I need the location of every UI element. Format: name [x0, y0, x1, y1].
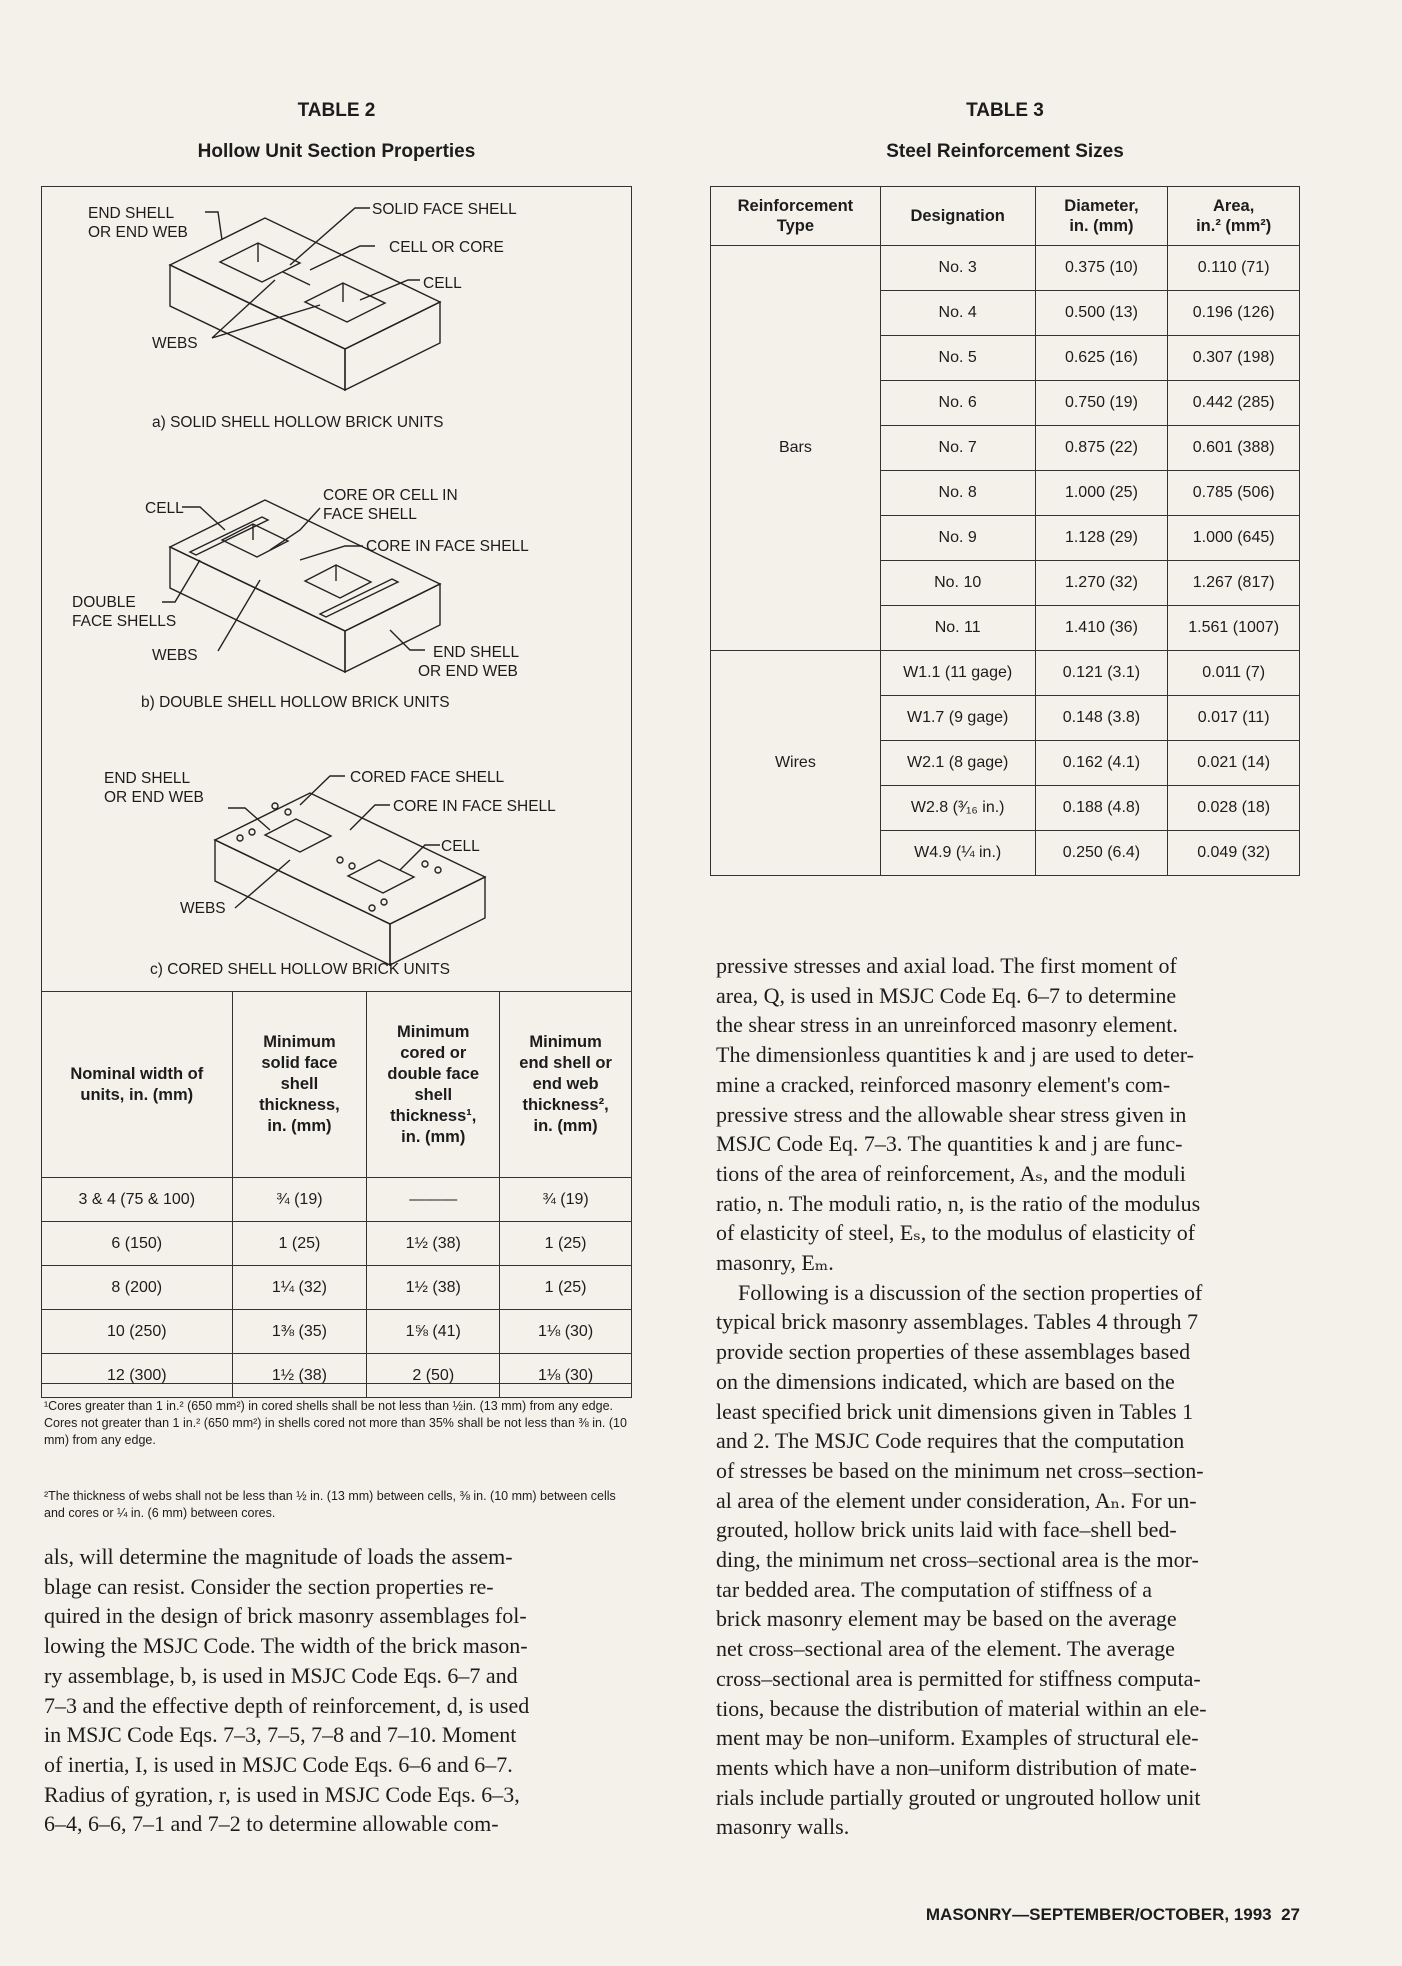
text-line: tar bedded area. The computation of stiffness of a: [716, 1576, 1152, 1602]
header-text: Type: [776, 217, 815, 235]
text-line: typical brick masonry assemblages. Tables 4 through 7: [716, 1309, 1198, 1335]
header-text: cored or: [400, 1043, 467, 1062]
text-line: pressive stress and the allowable shear stress given in: [716, 1101, 1187, 1127]
table-cell: 0.049 (32): [1168, 831, 1300, 876]
text-line: tions of the area of reinforcement, Aₛ, and the moduli: [716, 1160, 1186, 1186]
text-line: of stresses be based on the minimum net cross–section-: [716, 1457, 1204, 1483]
text-line: of elasticity of steel, Eₛ, to the modulus of elasticity of: [716, 1220, 1196, 1246]
table-row: [42, 1354, 632, 1398]
header-text: thickness,: [259, 1096, 340, 1114]
label-c-cell: CELL: [441, 838, 480, 855]
header-text: in. (mm): [533, 1117, 598, 1135]
label-c-core-in-face-shell: CORE IN FACE SHELL: [393, 798, 556, 815]
table-cell: W1.1 (11 gage): [880, 651, 1035, 696]
text-line: ding, the minimum net cross–sectional area is the mor-: [716, 1547, 1199, 1573]
table-row: [711, 246, 1300, 291]
table-row: [42, 1222, 632, 1266]
table-cell: No. 4: [880, 291, 1035, 336]
table3-header-cell: [880, 187, 1035, 246]
table-cell: W2.8 (³⁄₁₆ in.): [880, 786, 1035, 831]
table-cell: 0.785 (506): [1168, 471, 1300, 516]
table-cell: 1 (25): [232, 1222, 367, 1266]
text-line: blage can resist. Consider the section properties re-: [44, 1573, 494, 1599]
table-cell: W1.7 (9 gage): [880, 696, 1035, 741]
table-cell: 12 (300): [42, 1354, 233, 1398]
table-cell: ———: [367, 1178, 500, 1222]
text-line: of inertia, I, is used in MSJC Code Eqs. 6–6 and 6–7.: [44, 1751, 513, 1777]
header-text: in.² (mm²): [1196, 217, 1272, 235]
table-cell: 0.250 (6.4): [1035, 831, 1168, 876]
table-cell: No. 9: [880, 516, 1035, 561]
table2-header-cell: [232, 992, 367, 1178]
table-cell: 0.021 (14): [1168, 741, 1300, 786]
table3-header-cell: [1035, 187, 1168, 246]
table-cell: 1⅛ (30): [500, 1354, 632, 1398]
header-text: Minimum: [263, 1033, 336, 1051]
text-line: ment may be non–uniform. Examples of structural ele-: [716, 1725, 1199, 1751]
table-cell: 0.196 (126): [1168, 291, 1300, 336]
text-line: brick masonry element may be based on the average: [716, 1606, 1177, 1632]
table-cell: 0.148 (3.8): [1035, 696, 1168, 741]
text-line: least specified brick unit dimensions given in Tables 1: [716, 1398, 1194, 1424]
text-line: tions, because the distribution of material within an ele-: [716, 1695, 1207, 1721]
table-cell: 1.410 (36): [1035, 606, 1168, 651]
table-cell: 1⅛ (30): [500, 1310, 632, 1354]
table2-title: Hollow Unit Section Properties: [197, 141, 476, 162]
table-cell: 0.625 (16): [1035, 336, 1168, 381]
label-a-solid-face-shell: SOLID FACE SHELL: [372, 201, 517, 218]
header-text: solid face: [261, 1054, 338, 1072]
label-b-webs: WEBS: [152, 647, 198, 664]
header-text: in. (mm): [267, 1117, 332, 1135]
label-b-core-cell-1: CORE OR CELL IN: [323, 487, 458, 504]
text-line: ratio, n. The moduli ratio, n, is the ratio of the modulus: [716, 1190, 1201, 1216]
text-line: als, will determine the magnitude of loads the assem-: [44, 1544, 513, 1569]
text-line: ments which have a non–uniform distribution of mate-: [716, 1754, 1197, 1780]
header-text: Nominal width of: [70, 1064, 204, 1083]
header-text: in. (mm): [1069, 217, 1134, 235]
label-c-end-shell: END SHELL: [104, 770, 191, 787]
table3-number: TABLE 3: [966, 100, 1044, 121]
text-line: al area of the element under consideration, Aₙ. For un-: [716, 1487, 1197, 1513]
text-line: grouted, hollow brick units laid with face–shell bed-: [716, 1517, 1177, 1543]
table-cell: W4.9 (¼ in.): [880, 831, 1035, 876]
journal-issue: MASONRY—SEPTEMBER/OCTOBER, 1993: [925, 1905, 1272, 1924]
table-cell: No. 6: [880, 381, 1035, 426]
table-cell: ¾ (19): [232, 1178, 367, 1222]
table-cell: 1.000 (25): [1035, 471, 1168, 516]
caption-c: c) CORED SHELL HOLLOW BRICK UNITS: [150, 961, 451, 978]
table-cell: W2.1 (8 gage): [880, 741, 1035, 786]
text-line: in MSJC Code Eqs. 7–3, 7–5, 7–8 and 7–10. Moment: [44, 1722, 517, 1748]
table-cell: 0.500 (13): [1035, 291, 1168, 336]
table-row: [42, 1178, 632, 1222]
text-line: Radius of gyration, r, is used in MSJC Code Eqs. 6–3,: [44, 1781, 520, 1807]
text-line: on the dimensions indicated, which are based on the: [716, 1368, 1175, 1394]
table2-footnote-1: ¹Cores greater than 1 in.² (650 mm²) in cored shells shall be not less than ½in. (13 mm) from any edge. Cores not greater than 1 in.² (650 mm²) in shells cored not more than 35% shall be not less than ⅜ in. (10 mm) from any edge.: [44, 1399, 627, 1447]
label-b-core-cell-2: FACE SHELL: [323, 506, 417, 523]
table-cell: 0.375 (10): [1035, 246, 1168, 291]
header-text: Area,: [1213, 197, 1255, 215]
group-type-bars: Bars: [711, 246, 881, 651]
table-cell: 1.561 (1007): [1168, 606, 1300, 651]
text-line: mine a cracked, reinforced masonry element's com-: [716, 1071, 1171, 1097]
table3-header-cell: [711, 187, 881, 246]
text-line: and 2. The MSJC Code requires that the computation: [716, 1428, 1185, 1454]
table2-header-cell: [367, 992, 500, 1178]
label-c-end-web: OR END WEB: [104, 789, 204, 806]
table-cell: 1¼ (32): [232, 1266, 367, 1310]
text-line: 6–4, 6–6, 7–1 and 7–2 to determine allowable com-: [44, 1811, 499, 1837]
text-line: 7–3 and the effective depth of reinforcement, d, is used: [44, 1692, 530, 1718]
table-cell: 0.110 (71): [1168, 246, 1300, 291]
header-text: double face: [387, 1064, 480, 1083]
label-c-cored-face-shell: CORED FACE SHELL: [350, 769, 505, 786]
header-text: shell: [414, 1085, 453, 1104]
table-cell: No. 3: [880, 246, 1035, 291]
label-b-double: DOUBLE: [72, 594, 136, 611]
table-cell: 1½ (38): [232, 1354, 367, 1398]
table2-header-cell: [500, 992, 632, 1178]
text-line: masonry walls.: [716, 1814, 850, 1840]
text-line: masonry, Eₘ.: [716, 1250, 834, 1276]
table-cell: 0.601 (388): [1168, 426, 1300, 471]
table-cell: 1.000 (645): [1168, 516, 1300, 561]
table-cell: No. 5: [880, 336, 1035, 381]
label-c-webs: WEBS: [180, 900, 226, 917]
header-text: Reinforcement: [737, 197, 854, 215]
header-text: shell: [280, 1075, 319, 1093]
label-b-end-web: OR END WEB: [418, 663, 518, 680]
table2-header-row: [42, 992, 632, 1178]
table-cell: 1½ (38): [367, 1222, 500, 1266]
label-b-end-shell: END SHELL: [433, 644, 520, 661]
table-cell: 0.011 (7): [1168, 651, 1300, 696]
header-text: Diameter,: [1064, 197, 1139, 215]
diagram-c-block: [215, 793, 485, 965]
text-line: lowing the MSJC Code. The width of the brick mason-: [44, 1633, 528, 1659]
page-number: 27: [1281, 1905, 1300, 1924]
table2-header-cell: [42, 992, 233, 1178]
table-cell: 3 & 4 (75 & 100): [42, 1178, 233, 1222]
table-cell: 1½ (38): [367, 1266, 500, 1310]
caption-b: b) DOUBLE SHELL HOLLOW BRICK UNITS: [141, 694, 450, 711]
table-cell: 0.028 (18): [1168, 786, 1300, 831]
text-line: cross–sectional area is permitted for stiffness computa-: [716, 1665, 1201, 1691]
table-cell: ¾ (19): [500, 1178, 632, 1222]
table-cell: 1⅜ (35): [232, 1310, 367, 1354]
header-text: Minimum: [529, 1033, 602, 1051]
text-line: ry assemblage, b, is used in MSJC Code Eqs. 6–7 and: [44, 1662, 518, 1688]
table-cell: 2 (50): [367, 1354, 500, 1398]
table-cell: 1.267 (817): [1168, 561, 1300, 606]
table-cell: 6 (150): [42, 1222, 233, 1266]
right-column-text: [716, 951, 1302, 1842]
table-cell: 1⅝ (41): [367, 1310, 500, 1354]
header-text: thickness²,: [522, 1096, 609, 1114]
table2-grid: [41, 991, 632, 1398]
text-line: net cross–sectional area of the element. The average: [716, 1636, 1175, 1662]
table-cell: 0.121 (3.1): [1035, 651, 1168, 696]
table3-title: Steel Reinforcement Sizes: [886, 141, 1124, 162]
label-a-cell: CELL: [423, 275, 462, 292]
table-row: [711, 651, 1300, 696]
text-line: rials include partially grouted or ungrouted hollow unit: [716, 1784, 1201, 1810]
text-line: quired in the design of brick masonry assemblages fol-: [44, 1603, 527, 1629]
table-row: [42, 1266, 632, 1310]
text-line: pressive stresses and axial load. The first moment of: [716, 953, 1177, 978]
header-text: Designation: [910, 207, 1005, 225]
header-text: units, in. (mm): [80, 1085, 194, 1104]
label-b-core-in-face-shell: CORE IN FACE SHELL: [366, 538, 529, 555]
table-cell: 0.307 (198): [1168, 336, 1300, 381]
label-a-webs: WEBS: [152, 335, 198, 352]
page-footer: [780, 1905, 1300, 1925]
group-type-wires: Wires: [711, 651, 881, 876]
text-line: the shear stress in an unreinforced masonry element.: [716, 1012, 1178, 1038]
label-a-end-web: OR END WEB: [88, 224, 188, 241]
table-cell: 10 (250): [42, 1310, 233, 1354]
table-cell: 8 (200): [42, 1266, 233, 1310]
label-a-end-shell: END SHELL: [88, 205, 175, 222]
text-line: The dimensionless quantities k and j are used to deter-: [716, 1042, 1194, 1068]
label-b-cell: CELL: [145, 500, 184, 517]
table-cell: 0.750 (19): [1035, 381, 1168, 426]
header-text: thickness¹,: [390, 1106, 477, 1125]
table-cell: No. 7: [880, 426, 1035, 471]
text-line: Following is a discussion of the section properties of: [716, 1279, 1203, 1305]
text-line: provide section properties of these assemblages based: [716, 1339, 1191, 1365]
table-cell: 1 (25): [500, 1266, 632, 1310]
header-text: end web: [532, 1075, 599, 1093]
table3-header-row: [711, 187, 1300, 246]
caption-a: a) SOLID SHELL HOLLOW BRICK UNITS: [152, 414, 444, 431]
table-cell: No. 11: [880, 606, 1035, 651]
table-cell: 0.188 (4.8): [1035, 786, 1168, 831]
table-cell: No. 10: [880, 561, 1035, 606]
header-text: end shell or: [519, 1054, 612, 1072]
table3-header-cell: [1168, 187, 1300, 246]
table-cell: 0.017 (11): [1168, 696, 1300, 741]
text-line: MSJC Code Eq. 7–3. The quantities k and j are func-: [716, 1131, 1183, 1157]
table2-number: TABLE 2: [297, 100, 376, 121]
table-cell: 1.128 (29): [1035, 516, 1168, 561]
header-text: in. (mm): [401, 1127, 466, 1146]
text-line: area, Q, is used in MSJC Code Eq. 6–7 to determine: [716, 982, 1177, 1008]
header-text: Minimum: [397, 1022, 470, 1041]
table-cell: 1.270 (32): [1035, 561, 1168, 606]
label-b-face-shells: FACE SHELLS: [72, 613, 177, 630]
diagram-b-block: [170, 500, 440, 672]
table-row: [42, 1310, 632, 1354]
left-column-text: [44, 1542, 632, 1839]
brick-diagrams: [0, 0, 700, 1000]
table-cell: 0.162 (4.1): [1035, 741, 1168, 786]
table-cell: No. 8: [880, 471, 1035, 516]
table2-footnote-2: ²The thickness of webs shall not be less than ½ in. (13 mm) between cells, ⅜ in. (10 mm) between cells and cores or ¼ in. (6 mm) between cores.: [44, 1489, 616, 1520]
label-a-cell-or-core: CELL OR CORE: [389, 239, 504, 256]
table-cell: 0.875 (22): [1035, 426, 1168, 471]
table3-grid: [710, 186, 1300, 876]
table-cell: 1 (25): [500, 1222, 632, 1266]
table-cell: 0.442 (285): [1168, 381, 1300, 426]
